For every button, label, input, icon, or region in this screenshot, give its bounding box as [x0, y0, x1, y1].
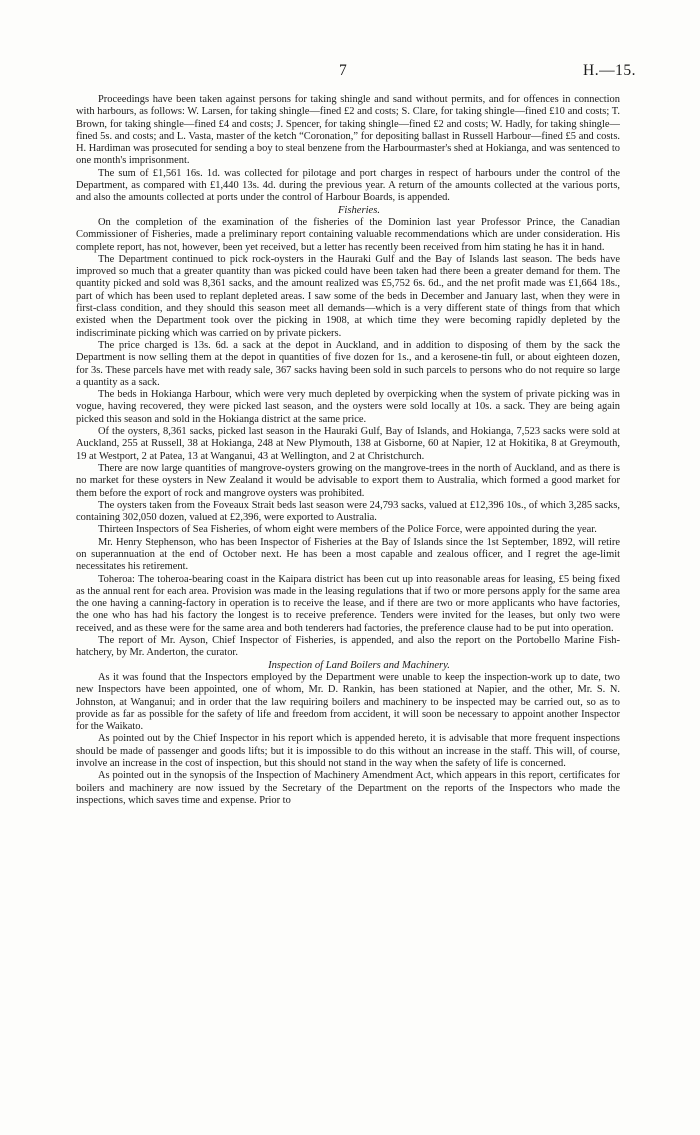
paragraph: As pointed out by the Chief Inspector in his report which is appended hereto, it is advisable that more frequent inspections should be made of passenger and goods lifts; but it is impossible to do this without an increase in the staff. This will, of course, involve an increase in the cost of inspection, but this should not stand in the way when the safety of life is concerned. — [76, 733, 620, 770]
paragraph: On the completion of the examination of the fisheries of the Dominion last year Professor Prince, the Canadian Commissioner of Fisheries, made a preliminary report containing valuable recommendations which are under consideration. His complete report, has not, however, been yet received, but a letter has recently been received from him stating he has it in hand. — [76, 216, 620, 253]
paragraph: The oysters taken from the Foveaux Strait beds last season were 24,793 sacks, valued at £12,396 10s., of which 3,285 sacks, containing 302,050 dozen, valued at £2,396, were exported to Australia. — [76, 499, 620, 524]
paragraph: There are now large quantities of mangrove-oysters growing on the mangrove-trees in the north of Auckland, and as there is no market for these oysters in New Zealand it would be advisable to export them to Australia, which formed a good market for them before the export of rock and mangrove oysters was prohibited. — [76, 462, 620, 499]
paragraph: Mr. Henry Stephenson, who has been Inspector of Fisheries at the Bay of Islands since the 1st September, 1892, will retire on superannuation at the end of October next. He has been a most capable and zealous officer, and I regret the age-limit necessitates his retirement. — [76, 536, 620, 573]
paragraph: Toheroa: The toheroa-bearing coast in the Kaipara district has been cut up into reasonable areas for leasing, £5 being fixed as the annual rent for each area. Provision was made in the leasing regulations that if two or more persons apply for the same area the one having a canning-factory in operation is to receive the lease, and if there are two or more applicants who have factories, the one who has had his factory the longest is to receive preference. Tenders were invited for the leases, but only two were received, and as these were for the same area and both tenderers had factories, the preference clause had to be put into operation. — [76, 573, 620, 634]
paragraph: As pointed out in the synopsis of the Inspection of Machinery Amendment Act, which appears in this report, certificates for boilers and machinery are now issued by the Secretary of the Department on the reports of the Inspectors who made the inspections, which saves time and expense. Prior to — [76, 770, 620, 806]
body-text — [76, 94, 620, 807]
section-heading-boilers: Inspection of Land Boilers and Machinery. — [268, 659, 450, 671]
page-number: 7 — [339, 62, 347, 79]
paragraph: Thirteen Inspectors of Sea Fisheries, of whom eight were members of the Police Force, were appointed during the year. — [98, 524, 597, 536]
paragraph: As it was found that the Inspectors employed by the Department were unable to keep the inspection-work up to date, two new Inspectors have been appointed, one of whom, Mr. D. Rankin, has been stationed at Napier, and the other, Mr. S. N. Johnston, at Wanganui; and in order that the law requiring boilers and machinery to be inspected may be carried out, so as to provide as far as possible for the safety of life and freedom from accident, it will soon be necessary to appoint another Inspector for the Waikato. — [76, 671, 620, 733]
paragraph: The price charged is 13s. 6d. a sack at the depot in Auckland, and in addition to disposing of them by the sack the Department is now selling them at the depot in quantities of five dozen for 1s., and a kerosene-tin full, or about eighteen dozen, for 3s. These parcels have met with ready sale, 367 sacks having been sold in such parcels to persons who do not require so large a quantity as a sack. — [76, 339, 620, 388]
page-header — [0, 62, 700, 84]
section-heading-fisheries: Fisheries. — [337, 204, 381, 216]
paragraph: The sum of £1,561 16s. 1d. was collected for pilotage and port charges in respect of harbours under the control of the Department, as compared with £1,440 13s. 4d. during the previous year. A return of the amounts collected at the various ports, and also the amounts collected at ports under the control of Harbour Boards, is appended. — [76, 167, 620, 204]
paragraph: The Department continued to pick rock-oysters in the Hauraki Gulf and the Bay of Islands last season. The beds have improved so much that a greater quantity than was picked could have been taken had there been a greater demand for them. The quantity picked and sold was 8,361 sacks, and the amount realized was £5,752 6s. 6d., and the net profit made was £1,664 18s., part of which has been used to replant depleted areas. I saw some of the beds in December and January last, when they were in first-class condition, and they should this season meet all demands—which is a very different state of things from that which existed when the Department took over the picking in 1908, at which time they were becoming rapidly depleted by the indiscriminate picking which was carried on by private pickers. — [76, 253, 620, 339]
document-code: H.—15. — [583, 62, 636, 79]
paragraph: Proceedings have been taken against persons for taking shingle and sand without permits, and for offences in connection with harbours, as follows: W. Larsen, for taking shingle—fined £2 and costs; S. Clare, for taking shingle—fined £10 and costs; T. Brown, for taking shingle—fined £4 and costs; J. Spencer, for taking shingle—fined £2 and costs; W. Hadly, for taking shingle—fined 5s. and costs; and L. Vasta, master of the ketch “Coronation,” for depositing ballast in Russell Harbour—fined £5 and costs. H. Hardiman was prosecuted for sending a boy to steal benzene from the Harbourmaster's shed at Hokianga, and was sentenced to one month's imprisonment. — [76, 94, 620, 167]
paragraph: Of the oysters, 8,361 sacks, picked last season in the Hauraki Gulf, Bay of Islands, and Hokianga, 7,523 sacks were sold at Auckland, 255 at Russell, 38 at Hokianga, 248 at New Plymouth, 138 at Gisborne, 60 at Napier, 12 at Hokitika, 8 at Greymouth, 19 at Westport, 2 at Patea, 13 at Wanganui, 43 at Wellington, and 2 at Christchurch. — [76, 426, 620, 462]
paragraph: The beds in Hokianga Harbour, which were very much depleted by overpicking when the system of private picking was in vogue, having recovered, they were picked last season, and the oysters were sold locally at 10s. a sack. They are being again picked this season and sold in the Hokianga district at the same price. — [76, 389, 620, 425]
paragraph: The report of Mr. Ayson, Chief Inspector of Fisheries, is appended, and also the report on the Portobello Marine Fish-hatchery, by Mr. Anderton, the curator. — [76, 635, 620, 659]
